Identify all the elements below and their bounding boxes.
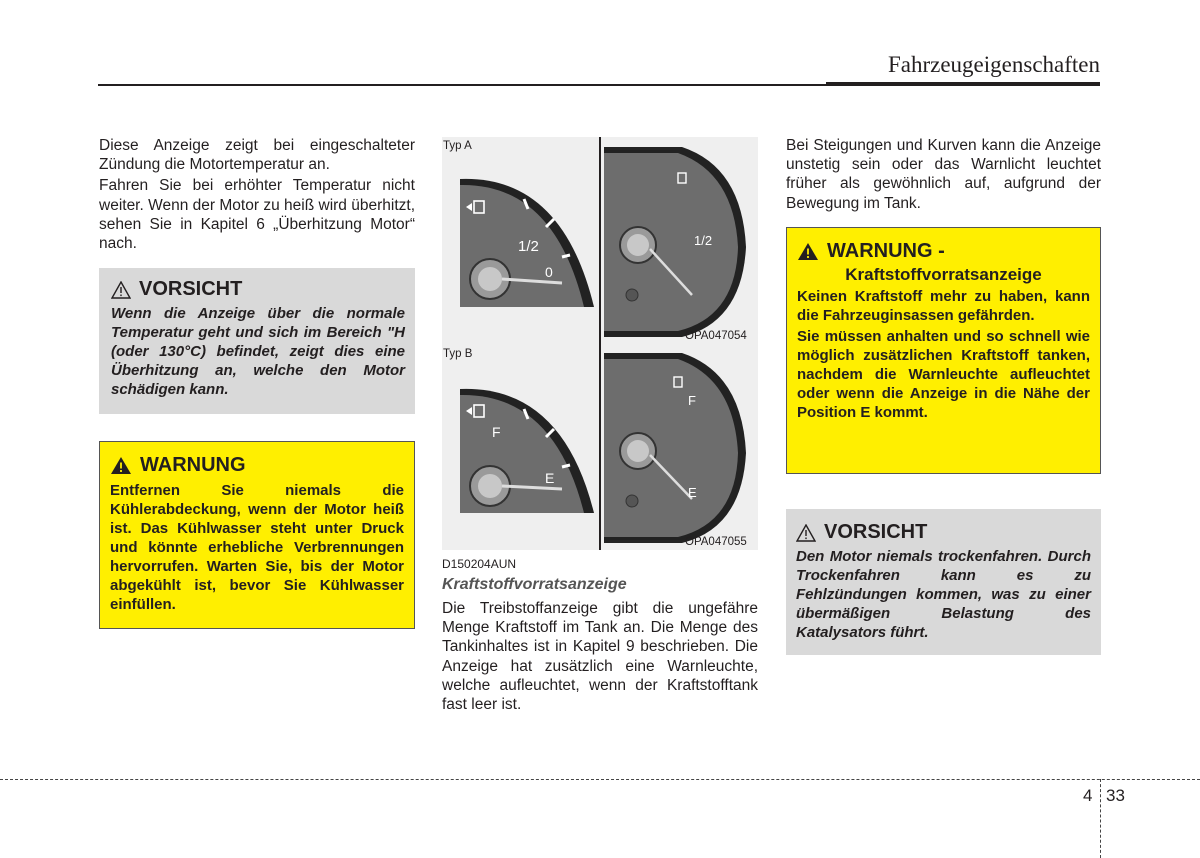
paragraph: Bei Steigungen und Kurven kann die Anzeige unstetig sein oder das Warnlicht leuchtet früher als gewöhnlich auf, aufgrund der Bewegung im Tank. <box>786 137 1101 212</box>
caution-triangle-icon <box>796 524 816 542</box>
caution-heading <box>111 278 405 301</box>
paragraph: Diese Anzeige zeigt bei eingeschalteter Zündung die Motortemperatur an. <box>99 137 415 174</box>
caution-title: VORSICHT <box>139 278 243 300</box>
svg-text:1/2: 1/2 <box>694 233 713 248</box>
left-column <box>99 136 415 255</box>
figure-code-a: OPA047054 <box>685 330 747 342</box>
footer-divider <box>1100 779 1101 858</box>
gauge-b-closeup <box>460 389 594 513</box>
warning-body: Keinen Kraftstoff mehr zu haben, kann die Fahrzeuginsassen gefährden. <box>797 288 1090 324</box>
paragraph: Die Treibstoffanzeige gibt die ungefähre Menge Kraftstoff im Tank an. Die Menge des Tankinhaltes ist in Kapitel 9 beschrieben. Die Anzeige hat zusätzlich eine Warnleuchte, welche aufleuchtet, wenn der Kraftstofftank fast leer ist. <box>442 600 758 714</box>
caution-box-temperature <box>99 268 415 414</box>
paragraph: Fahren Sie bei erhöhter Temperatur nicht weiter. Wenn der Motor zu heiß wird überhitzt, sehen Sie in Kapitel 6 „Überhitzung Motor“ nach. <box>99 177 415 253</box>
warning-heading <box>110 454 404 477</box>
warning-title: WARNUNG - <box>827 240 945 262</box>
gauge-a-closeup <box>460 179 594 307</box>
section-code: D150204AUN <box>442 557 517 571</box>
figure-label-typ-a: Typ A <box>443 140 472 152</box>
warning-heading <box>797 240 1090 263</box>
figure-label-typ-b: Typ B <box>443 348 473 360</box>
gauge-b-full <box>604 353 746 543</box>
header-rule-accent <box>826 82 1100 86</box>
running-header: Fahrzeugeigenschaften <box>887 52 1100 77</box>
caution-title: VORSICHT <box>824 521 928 543</box>
fuel-gauge-illustrations <box>442 137 758 557</box>
warning-box-coolant <box>99 441 415 629</box>
svg-text:E: E <box>688 485 697 500</box>
svg-text:F: F <box>688 393 696 408</box>
gauge-a-empty-mark: 0 <box>545 264 553 280</box>
caution-body: Wenn die Anzeige über die normale Temperatur geht und sich im Bereich "H (oder 130°C) befindet, zeigt dies eine Überhitzung an, welche den Motor schädigen kann. <box>111 305 405 398</box>
caution-triangle-icon <box>111 281 131 299</box>
caution-heading <box>796 521 1091 544</box>
right-column <box>786 136 1101 215</box>
chapter-number: 4 <box>1083 786 1093 805</box>
warning-body: Sie müssen anhalten und so schnell wie möglich zusätzlichen Kraftstoff tanken, nachdem die Warnleuchte aufleuchtet oder wenn die Anzeige in die Nähe der Position E kommt. <box>797 328 1090 421</box>
caution-body: Den Motor niemals trockenfahren. Durch Trockenfahren kann es zu Fehlzündungen kommen, was zu einer übermäßigen Belastung des Katalysators führt. <box>796 548 1091 641</box>
section-heading: Kraftstoffvorratsanzeige <box>442 576 627 593</box>
figure-code-b: OPA047055 <box>685 536 747 548</box>
warning-title: WARNUNG <box>140 454 246 476</box>
warning-triangle-icon <box>110 456 132 475</box>
gauge-b-empty-mark: E <box>545 470 555 486</box>
warning-body: Entfernen Sie niemals die Kühlerabdeckung, wenn der Motor heiß ist. Das Kühlwasser steht unter Druck und könnte erhebliche Verbrennungen hervorrufen. Warten Sie, bis der Motor abgekühlt ist, bevor Sie Kühlwasser einfüllen. <box>110 482 404 613</box>
gauge-a-half-mark: 1/2 <box>518 238 539 255</box>
warning-box-fuel <box>786 227 1101 474</box>
gauge-a-full <box>604 147 746 337</box>
warning-triangle-icon <box>797 242 819 261</box>
footer-rule <box>0 779 1200 780</box>
warning-subtitle: Kraftstoffvorratsanzeige <box>845 265 1042 284</box>
caution-box-engine <box>786 509 1101 655</box>
gauge-b-full-mark: F <box>492 424 501 440</box>
page-number: 33 <box>1106 786 1125 805</box>
middle-column <box>442 599 758 716</box>
